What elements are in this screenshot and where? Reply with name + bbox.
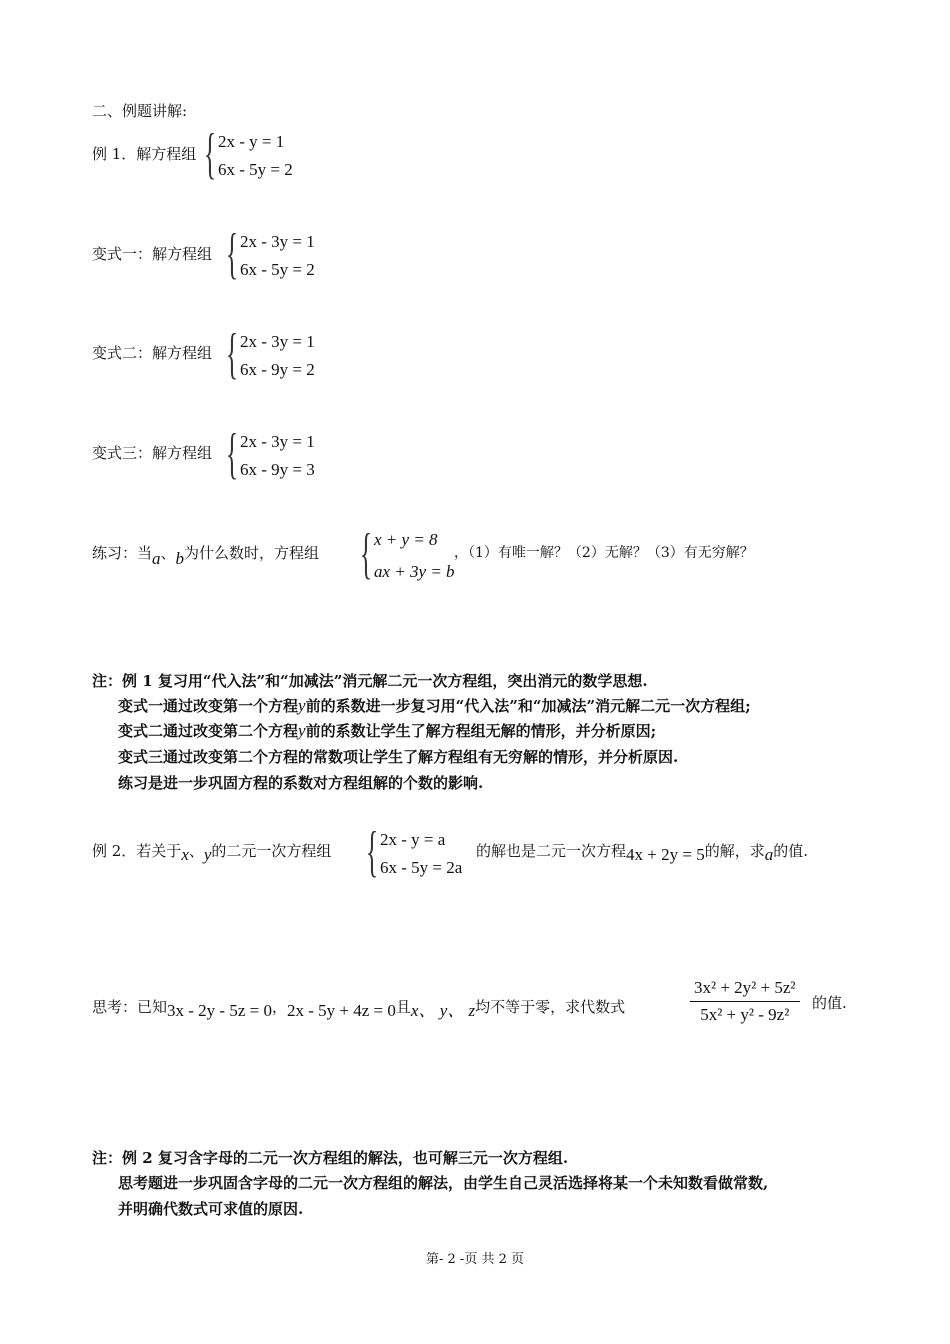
note1-line2b: 前的系数进一步复习用“代入法”和“加减法”消元解二元一次方程组; (305, 697, 751, 715)
ex2-var-a: a (764, 845, 774, 864)
var3-label: 变式三：解方程组 (92, 444, 213, 462)
think-and: 且 (395, 998, 411, 1016)
var1-system (226, 223, 315, 285)
ex2-mid3: 的解，求 (704, 842, 765, 860)
ex2-var-y: y (203, 845, 212, 864)
var2-label: 变式二：解方程组 (92, 344, 213, 362)
fraction-denominator: 5x² + y² - 9z² (700, 1005, 790, 1024)
ex2-eq1: 2x - y = a (380, 830, 446, 849)
practice-line (92, 542, 320, 568)
note1-line3-var: y (298, 721, 306, 740)
note1-line4: 变式三通过改变第二个方程的常数项让学生了解方程组有无穷解的情形，并分析原因. (118, 748, 679, 766)
var3-eq1: 2x - 3y = 1 (240, 432, 315, 451)
practice-sep: 、 (160, 544, 176, 562)
think-fraction (690, 978, 800, 1025)
page-footer: 第- 2 -页 共 2 页 (426, 1252, 524, 1267)
brace: { (226, 423, 239, 485)
ex1-eq1: 2x - y = 1 (218, 132, 285, 151)
ex2-line (92, 840, 332, 864)
ex2-mid: 的二元一次方程组 (211, 842, 332, 860)
note1-line2 (118, 695, 751, 716)
think-suffix: 的值. (812, 994, 847, 1012)
note1-line3b: 前的系数让学生了解方程组无解的情形，并分析原因; (305, 722, 657, 740)
note1-line5: 练习是进一步巩固方程的系数对方程组解的个数的影响. (118, 774, 484, 792)
practice-var-a: a (152, 549, 161, 568)
var2-eq1: 2x - 3y = 1 (240, 332, 315, 351)
ex1-label: 例 1．解方程组 (92, 145, 197, 163)
brace: { (360, 523, 373, 585)
practice-mid: 为什么数时，方程组 (184, 544, 320, 562)
ex2-suffix: 的值. (773, 842, 808, 860)
ex2-sep: 、 (188, 842, 204, 860)
brace: { (204, 123, 217, 185)
ex2-eq2: 6x - 5y = 2a (380, 858, 463, 877)
think-vars: x、 y、 z (410, 1001, 476, 1020)
var2-eq2: 6x - 9y = 2 (240, 360, 315, 379)
practice-system (360, 523, 455, 585)
note2-line1: 注：例 2 复习含字母的二元一次方程组的解法，也可解三元一次方程组. (92, 1149, 569, 1167)
var1-label: 变式一：解方程组 (92, 245, 213, 263)
section-title: 二、例题讲解: (92, 102, 188, 120)
note2-line2: 思考题进一步巩固含字母的二元一次方程组的解法，由学生自己灵活选择将某一个未知数看做常数, (118, 1174, 769, 1192)
ex2-tail (476, 840, 808, 864)
think-eq1: 3x - 2y - 5z = 0 (167, 1001, 272, 1020)
ex2-mid2: 的解也是二元一次方程 (476, 842, 627, 860)
practice-var-b: b (175, 549, 185, 568)
note1-line3 (118, 720, 656, 741)
ex1-eq2: 6x - 5y = 2 (218, 160, 293, 179)
ex2-eq3: 4x + 2y = 5 (626, 845, 705, 864)
think-line (92, 992, 626, 1020)
var1-eq1: 2x - 3y = 1 (240, 232, 315, 251)
ex2-prefix: 例 2．若关于 (92, 842, 182, 860)
think-eq2: 2x - 5y + 4z = 0 (287, 1001, 396, 1020)
practice-eq1: x + y = 8 (374, 530, 438, 549)
var3-system (226, 423, 315, 485)
var3-eq2: 6x - 9y = 3 (240, 460, 315, 479)
think-prefix: 思考：已知 (92, 998, 168, 1016)
note1-line3a: 变式二通过改变第二个方程 (118, 722, 299, 740)
ex2-var-x: x (181, 845, 189, 864)
note2-line3: 并明确代数式可求值的原因. (118, 1200, 304, 1218)
practice-eq2: ax + 3y = b (374, 562, 455, 581)
think-comma: ， (271, 998, 287, 1016)
brace: { (226, 323, 239, 385)
ex1-system (204, 123, 293, 185)
note1-line2-var: y (298, 696, 306, 715)
ex2-system (366, 821, 463, 883)
var2-system (226, 323, 315, 385)
note1-line2a: 变式一通过改变第一个方程 (118, 697, 299, 715)
note1-line1: 注：例 1 复习用“代入法”和“加减法”消元解二元一次方程组，突出消元的数学思想. (92, 672, 648, 690)
brace: { (366, 821, 379, 883)
practice-prefix: 练习：当 (92, 544, 153, 562)
brace: { (226, 223, 239, 285)
fraction-numerator: 3x² + 2y² + 5z² (690, 978, 800, 1002)
practice-suffix: ，（1）有唯一解？（2）无解？（3）有无穷解？ (454, 545, 754, 561)
think-mid: 均不等于零，求代数式 (475, 998, 626, 1016)
var1-eq2: 6x - 5y = 2 (240, 260, 315, 279)
